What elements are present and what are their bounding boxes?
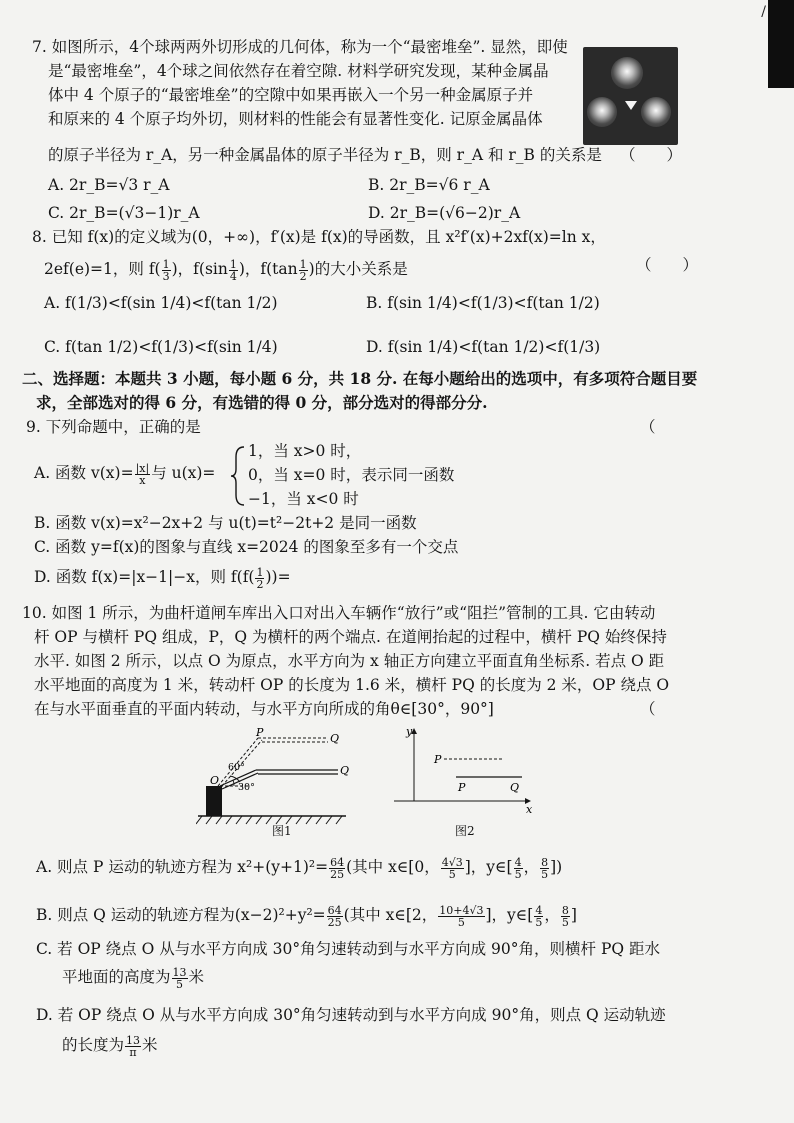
q7-line2: 是“最密堆垒”，4个球之间依然存在着空隙. 材料学研究发现，某种金属晶 — [48, 62, 549, 80]
q8-option-c: C. f(tan 1/2)<f(1/3)<f(sin 1/4) — [44, 338, 278, 356]
q7-line1: 7. 如图所示，4个球两两外切形成的几何体，称为一个“最密堆垒”. 显然，即使 — [32, 38, 568, 56]
fig2-label-x: x — [526, 803, 533, 815]
q10-line3: 水平. 如图 2 所示，以点 O 为原点，水平方向为 x 轴正方向建立平面直角坐标系. 若点 O 距 — [34, 652, 665, 670]
q10-line5: 在与水平面垂直的平面内转动，与水平方向所成的角θ∈[30°，90°] — [34, 700, 494, 718]
fig2-label-p-top: P — [434, 753, 442, 766]
q9-answer-paren: （ — [640, 418, 656, 436]
q10-line2: 杆 OP 与横杆 PQ 组成，P，Q 为横杆的两个端点. 在道闸抬起的过程中，横杆 PQ 始终保持 — [34, 628, 667, 646]
q10-option-a: A. 则点 P 运动的轨迹方程为 x²+(y+1)²= $\frac{64}{25}$ (其中 x∈[0， $\frac{4√3}{5}$ ]，y∈[ $\frac{4}{5}$ ， $\frac{8}{5}$ ]) — [36, 855, 563, 881]
section2-header-line1: 二、选择题：本题共 3 小题，每小题 6 分，共 18 分. 在每小题给出的选项中，有多项符合题目要 — [22, 369, 698, 388]
fig2-label-p: P — [458, 781, 466, 794]
q10-option-b: B. 则点 Q 运动的轨迹方程为(x−2)²+y²= $\frac{64}{25}$ (其中 x∈[2， $\frac{10+4√3}{5}$ ]，y∈[ $\frac{4}{5}$ ， $\frac{8}{5}$ ] — [36, 903, 577, 929]
q7-line3: 体中 4 个原子的“最密堆垒”的空隙中如果再嵌入一个另一种金属原子并 — [48, 86, 534, 104]
q7-option-b: B. 2r_B=√6 r_A — [368, 176, 490, 194]
q7-answer-paren: （ ） — [620, 146, 683, 164]
q9-option-c: C. 函数 y=f(x)的图象与直线 x=2024 的图象至多有一个交点 — [34, 538, 459, 556]
q7-line5: 的原子半径为 r_A，另一种金属晶体的原子半径为 r_B，则 r_A 和 r_B 的关系是 — [48, 146, 602, 164]
fig1-label-q-top: Q — [330, 732, 340, 745]
q8-option-d: D. f(sin 1/4)<f(tan 1/2)<f(1/3) — [366, 338, 601, 356]
fig1-label-o: O — [210, 774, 220, 787]
q9-case3: −1，当 x<0 时 — [248, 490, 359, 508]
q9-case2: 0，当 x=0 时，表示同一函数 — [248, 466, 455, 484]
q8-line2: 2ef(e)=1，则 f( $\frac{1}{3}$ )，f(sin $\frac{1}{4}$ )，f(tan $\frac{1}{2}$ )的大小关系是 — [44, 257, 408, 283]
q9-option-a: A. 函数 v(x)= $\frac{|x|}{x}$ 与 u(x)= — [34, 461, 216, 487]
q9-stem: 9. 下列命题中，正确的是 — [26, 418, 201, 436]
scan-edge-strip — [768, 0, 794, 88]
fig2-label-y: y — [406, 725, 413, 738]
q7-option-d: D. 2r_B=(√6−2)r_A — [368, 204, 521, 222]
q9-option-d: D. 函数 f(x)=|x−1|−x，则 f(f( $\frac{1}{2}$ ))= — [34, 565, 291, 591]
scan-edge-mark: / — [761, 4, 766, 20]
q8-option-a: A. f(1/3)<f(sin 1/4)<f(tan 1/2) — [44, 294, 278, 312]
q10-option-d-line1: D. 若 OP 绕点 O 从与水平方向成 30°角匀速转动到与水平方向成 90°角，则点 Q 运动轨迹 — [36, 1006, 666, 1024]
fig1-label-q: Q — [340, 764, 350, 777]
q7-sphere-photo — [583, 47, 678, 145]
fig1-label-30deg: 30° — [238, 782, 255, 793]
q8-line1: 8. 已知 f(x)的定义域为(0，+∞)，f′(x)是 f(x)的导函数，且 x²f′(x)+2xf(x)=ln x， — [32, 228, 606, 246]
fig1-label-p: P — [256, 726, 264, 739]
fig2-label-q: Q — [510, 781, 520, 794]
q10-option-c-line2: 平地面的高度为 $\frac{13}{5}$ 米 — [62, 965, 205, 991]
q10-figure2-coordinate — [392, 725, 537, 815]
q7-line4: 和原来的 4 个原子均外切，则材料的性能会有显著性变化. 记原金属晶体 — [48, 110, 543, 128]
q7-option-c: C. 2r_B=(√3−1)r_A — [48, 204, 200, 222]
q10-option-c-line1: C. 若 OP 绕点 O 从与水平方向成 30°角匀速转动到与水平方向成 90°角，则横杆 PQ 距水 — [36, 940, 661, 958]
q9-case1: 1，当 x>0 时， — [248, 442, 362, 460]
fig1-label-60deg: 60° — [228, 762, 245, 773]
q8-option-b: B. f(sin 1/4)<f(1/3)<f(tan 1/2) — [366, 294, 600, 312]
q10-line1: 10. 如图 1 所示，为曲杆道闸车库出入口对出入车辆作“放行”或“阻拦”管制的工具. 它由转动 — [22, 604, 656, 622]
q10-line4: 水平地面的高度为 1 米，转动杆 OP 的长度为 1.6 米，横杆 PQ 的长度为 2 米，OP 绕点 O — [34, 676, 670, 694]
q9-piecewise-brace — [230, 445, 246, 507]
q10-answer-paren: （ — [640, 700, 656, 718]
q10-option-d-line2: 的长度为 $\frac{13}{\pi}$ 米 — [62, 1033, 158, 1059]
figure1-caption: 图1 — [272, 824, 292, 838]
figure2-caption: 图2 — [455, 824, 475, 838]
section2-header-line2: 求，全部选对的得 6 分，有选错的得 0 分，部分选对的得部分分. — [36, 393, 488, 412]
q8-answer-paren: （ ） — [636, 256, 699, 274]
q9-option-b: B. 函数 v(x)=x²−2x+2 与 u(t)=t²−2t+2 是同一函数 — [34, 514, 417, 532]
q7-option-a: A. 2r_B=√3 r_A — [48, 176, 170, 194]
